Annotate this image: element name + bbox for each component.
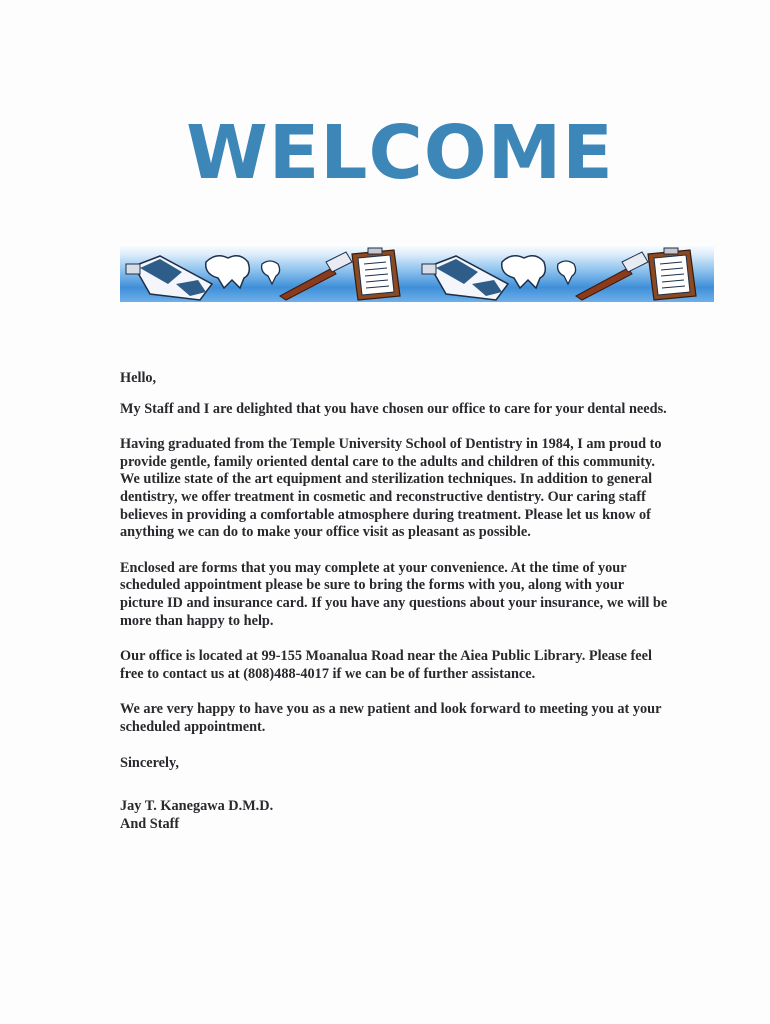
- molar-tooth-icon: [502, 256, 546, 288]
- clipboard-icon: [648, 248, 696, 300]
- molar-tooth-icon: [206, 256, 250, 288]
- paragraph-forms: Enclosed are forms that you may complete at your convenience. At the time of your scheduled appointment please be sure to bring the forms with you, along with your picture ID and insurance card. If you have any questions about your insurance, we will be more than happy to help.: [120, 559, 668, 629]
- signature-block: [120, 798, 670, 833]
- paragraph-background: Having graduated from the Temple University School of Dentistry in 1984, I am proud to provide gentle, family oriented dental care to the adults and children of this community. We utilize state of the art equipment and sterilization techniques. In addition to general dentistry, we offer treatment in cosmetic and reconstructive dentistry. Our caring staff believes in providing a comfortable atmosphere during treatment. Please let us know of anything we can do to make your office visit as pleasant as possible.: [120, 436, 662, 541]
- small-tooth-icon: [558, 261, 576, 284]
- paragraph-welcome: We are very happy to have you as a new patient and look forward to meeting you at your scheduled appointment.: [120, 701, 662, 735]
- toothbrush-icon: [280, 252, 352, 300]
- small-tooth-icon: [262, 261, 280, 284]
- toothpaste-icon: [422, 256, 508, 300]
- signature-team: And Staff: [120, 815, 180, 832]
- clipboard-icon: [352, 248, 400, 300]
- dental-banner: [120, 244, 714, 302]
- banner-artwork: [120, 244, 714, 302]
- toothpaste-icon: [126, 256, 212, 300]
- signature-name: Jay T. Kanegawa D.M.D.: [120, 798, 274, 815]
- letter-body: [120, 370, 670, 833]
- closing: Sincerely,: [120, 754, 179, 771]
- paragraph-intro: My Staff and I are delighted that you have chosen our office to care for your dental needs.: [120, 400, 667, 417]
- greeting: Hello,: [120, 370, 157, 386]
- toothbrush-icon: [576, 252, 648, 300]
- paragraph-location: Our office is located at 99-155 Moanalua Road near the Aiea Public Library. Please feel free to contact us at (808)488-4017 if we can be of further assistance.: [120, 648, 652, 682]
- page-title: WELCOME: [186, 110, 614, 196]
